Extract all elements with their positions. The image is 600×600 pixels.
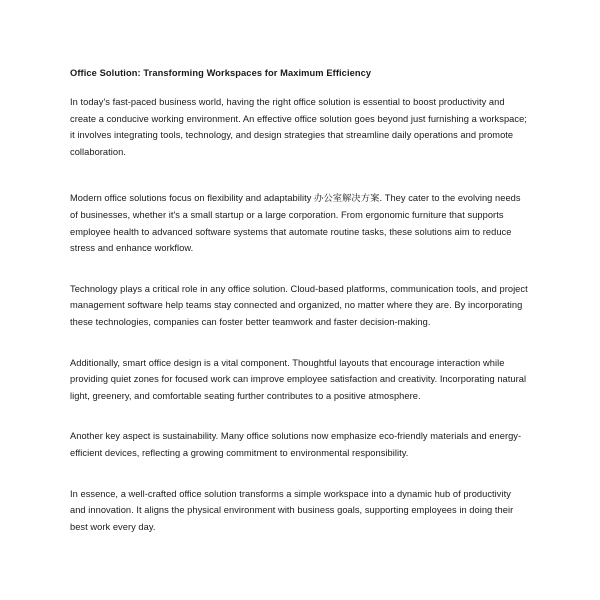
document-paragraph-6: In essence, a well-crafted office solution transforms a simple workspace into a dynamic hub of productivity and innovation. It aligns the physical environment with business goals, supporting employees in doing their best work every day. (70, 488, 516, 532)
document-paragraph-3: Technology plays a critical role in any office solution. Cloud-based platforms, communication tools, and project management software help teams stay connected and organized, no matter where they are. By incorporating these technologies, companies can foster better teamwork and faster decision-making. (70, 283, 531, 327)
document-title: Office Solution: Transforming Workspaces for Maximum Efficiency (70, 68, 372, 78)
document-paragraph-1: In today's fast-paced business world, having the right office solution is essential to boost productivity and create a conducive working environment. An effective office solution goes beyond just furnishing a workspace; it involves integrating tools, technology, and design strategies that streamline daily operations and promote collaboration. (70, 97, 530, 157)
document-paragraph-5: Another key aspect is sustainability. Many office solutions now emphasize eco-friendly materials and energy-efficient devices, reflecting a growing commitment to environmental responsibility. (70, 431, 522, 458)
document-paragraph-2: Modern office solutions focus on flexibility and adaptability 办公室解决方案. They cater to the evolving needs of businesses, whether it's a small startup or a large corporation. From ergonomic furniture that supports employee health to advanced software systems that automate routine tasks, these solutions aim to reduce stress and enhance workflow. (70, 193, 524, 254)
document-paragraph-4: Additionally, smart office design is a vital component. Thoughtful layouts that encourage interaction while providing quiet zones for focused work can improve employee satisfaction and creativity. Incorporating natural light, greenery, and comfortable seating further contributes to a positive atmosphere. (70, 357, 529, 401)
